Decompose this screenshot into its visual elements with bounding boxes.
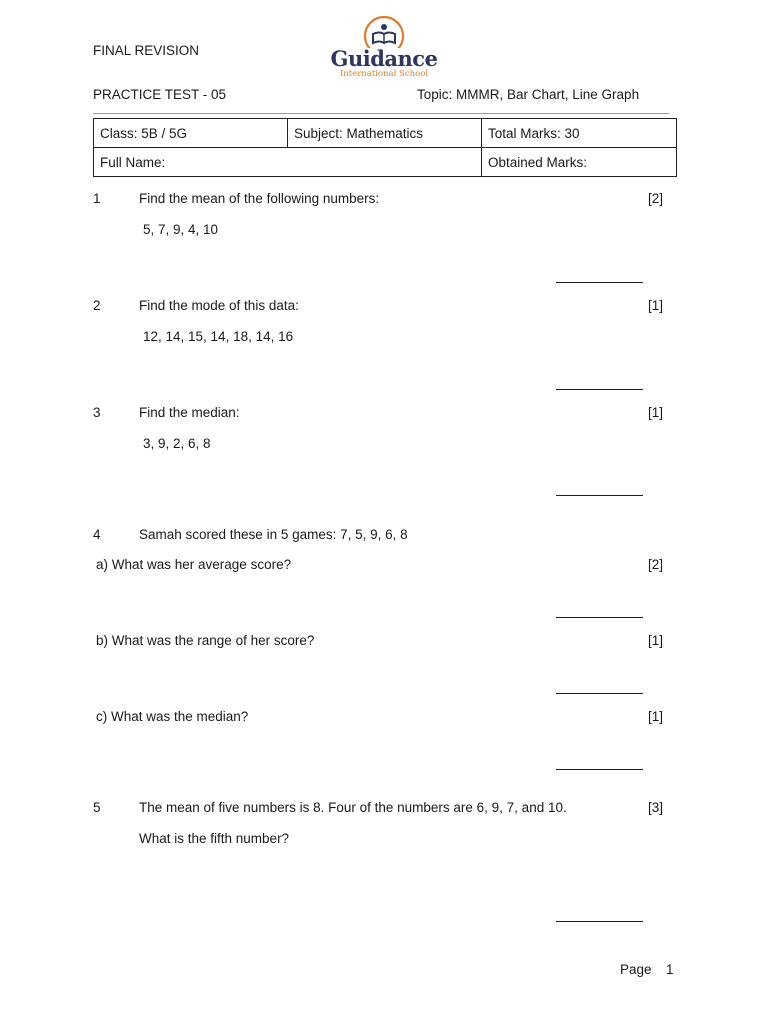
question-text-continued: What is the fifth number?	[139, 831, 290, 846]
answer-line[interactable]	[556, 282, 643, 283]
question-marks: [3]	[648, 800, 664, 815]
question-data: 5, 7, 9, 4, 10	[143, 222, 219, 237]
answer-line[interactable]	[556, 769, 643, 770]
logo-name: Guidance	[330, 46, 438, 71]
question-number: 3	[93, 405, 101, 420]
subquestion-text: a) What was her average score?	[96, 557, 292, 572]
question-text: Find the mean of the following numbers:	[139, 191, 380, 206]
question-data: 12, 14, 15, 14, 18, 14, 16	[143, 329, 294, 344]
question-marks: [1]	[648, 633, 664, 648]
answer-line[interactable]	[556, 389, 643, 390]
topic-label: Topic: MMMR, Bar Chart, Line Graph	[417, 87, 640, 102]
question-text: Find the mode of this data:	[139, 298, 299, 313]
logo-emblem-icon	[329, 14, 439, 48]
school-logo	[329, 14, 439, 80]
total-marks-cell: Total Marks: 30	[482, 119, 677, 148]
question-marks: [1]	[648, 298, 664, 313]
logo-subtitle: International School	[339, 69, 429, 79]
subquestion-text: b) What was the range of her score?	[96, 633, 315, 648]
question-marks: [1]	[648, 709, 664, 724]
answer-line[interactable]	[556, 921, 643, 922]
class-cell: Class: 5B / 5G	[94, 119, 288, 148]
answer-line[interactable]	[556, 693, 643, 694]
question-number: 4	[93, 527, 101, 542]
page-label: Page	[620, 962, 652, 977]
answer-line[interactable]	[556, 495, 643, 496]
full-name-cell[interactable]: Full Name:	[94, 148, 482, 177]
student-info-table	[93, 118, 677, 177]
question-marks: [2]	[648, 557, 664, 572]
answer-line[interactable]	[556, 617, 643, 618]
question-marks: [2]	[648, 191, 664, 206]
subquestion-text: c) What was the median?	[96, 709, 249, 724]
obtained-marks-cell[interactable]: Obtained Marks:	[482, 148, 677, 177]
question-text: The mean of five numbers is 8. Four of the numbers are 6, 9, 7, and 10.	[139, 800, 567, 815]
question-number: 2	[93, 298, 101, 313]
question-data: 3, 9, 2, 6, 8	[143, 436, 211, 451]
header-divider	[93, 113, 669, 114]
question-text: Find the median:	[139, 405, 240, 420]
question-number: 5	[93, 800, 101, 815]
practice-test-label: PRACTICE TEST - 05	[93, 87, 227, 102]
question-marks: [1]	[648, 405, 664, 420]
page-number: 1	[666, 962, 674, 977]
question-text: Samah scored these in 5 games: 7, 5, 9, 6, 8	[139, 527, 408, 542]
subject-cell: Subject: Mathematics	[288, 119, 482, 148]
question-number: 1	[93, 191, 101, 206]
final-revision-label: FINAL REVISION	[93, 43, 200, 58]
